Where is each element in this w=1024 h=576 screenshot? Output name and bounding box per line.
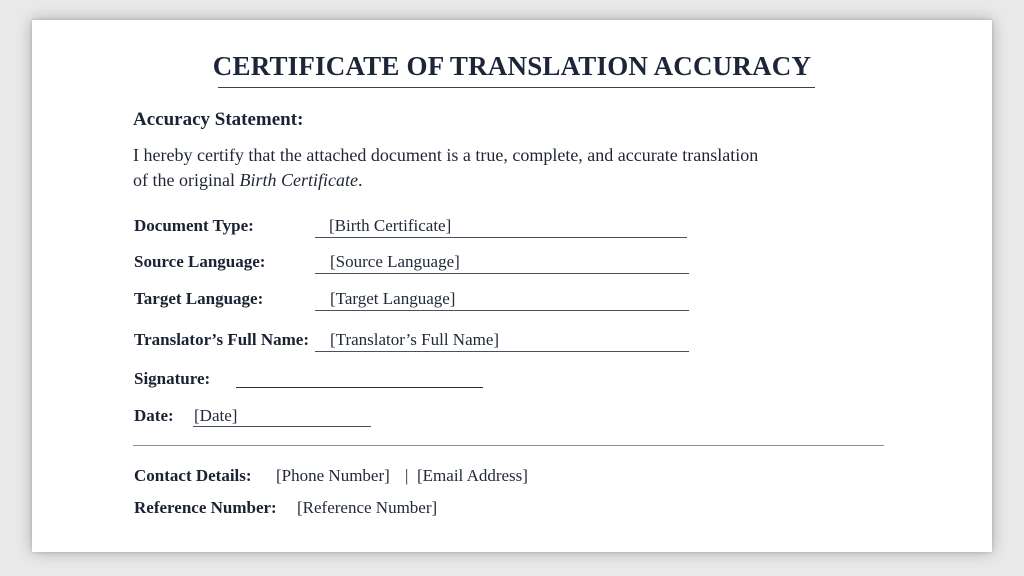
reference-number-value[interactable]: [Reference Number]: [297, 498, 438, 517]
reference-number-label: Reference Number:: [134, 498, 277, 517]
section-divider: [133, 445, 884, 446]
accuracy-statement-line-1: I hereby certify that the attached document is a true, complete, and accurate translation: [133, 145, 759, 165]
target-language-underline: [315, 310, 689, 311]
certificate-title: CERTIFICATE OF TRANSLATION ACCURACY: [212, 51, 812, 81]
contact-details-label: Contact Details:: [134, 466, 252, 485]
document-type-label: Document Type:: [134, 216, 254, 235]
certificate-page: [32, 20, 992, 552]
title-underline: [218, 87, 815, 88]
source-language-underline: [315, 273, 689, 274]
document-type-underline: [315, 237, 687, 238]
translator-name-underline: [315, 351, 689, 352]
target-language-value[interactable]: [Target Language]: [330, 289, 456, 308]
translator-name-label: Translator’s Full Name:: [134, 330, 310, 349]
phone-number-value[interactable]: [Phone Number]: [276, 466, 390, 485]
target-language-label: Target Language:: [134, 289, 264, 308]
source-language-value[interactable]: [Source Language]: [330, 252, 460, 271]
signature-line[interactable]: [236, 387, 483, 388]
email-address-value[interactable]: [Email Address]: [417, 466, 528, 485]
signature-label: Signature:: [134, 369, 211, 388]
statement-document-name: Birth Certificate: [239, 170, 358, 190]
statement-suffix: .: [357, 170, 363, 190]
document-type-value[interactable]: [Birth Certificate]: [329, 216, 452, 235]
statement-prefix: of the original: [133, 170, 240, 190]
date-underline: [193, 426, 371, 427]
accuracy-statement-line-2: [133, 170, 362, 191]
translator-name-value[interactable]: [Translator’s Full Name]: [330, 330, 500, 349]
contact-separator: |: [405, 466, 409, 485]
date-value[interactable]: [Date]: [194, 406, 238, 425]
source-language-label: Source Language:: [134, 252, 266, 271]
date-label: Date:: [134, 406, 174, 425]
accuracy-statement-heading: Accuracy Statement:: [133, 109, 304, 130]
